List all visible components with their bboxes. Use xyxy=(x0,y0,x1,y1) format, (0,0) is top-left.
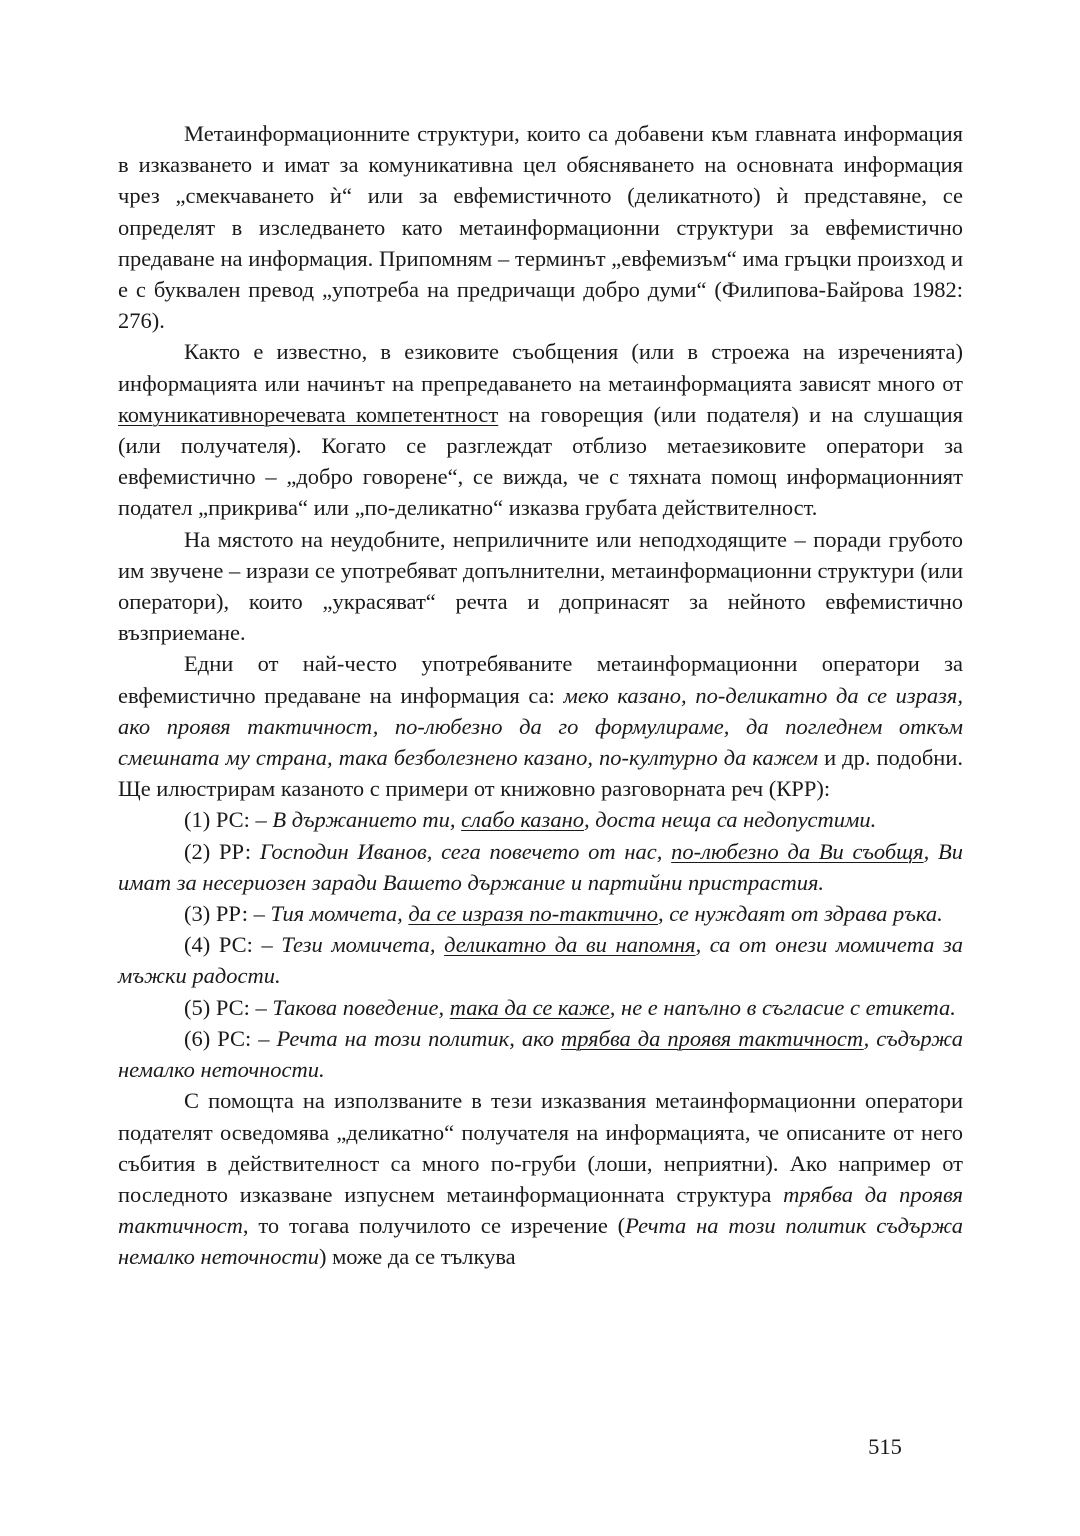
example-text: – Речта на този политик, ако xyxy=(258,1025,561,1051)
example-text: – В държанието ти, xyxy=(255,807,462,833)
closing-italic-b: Речта на този политик съдържа немалко неточности xyxy=(118,1213,963,1270)
closing-text-a: С помощта на използваните в тези изказвания метаинформационни оператори подателят осведомява „деликатно“ получателя на информацията, че описаните от него събития в действителност са много по-груби (лоши, неприятни). Ако например от последното изказване изпуснем метаинформационната структура xyxy=(118,1088,963,1207)
closing-italic-a: трябва да проявя тактичност xyxy=(118,1181,963,1239)
example-6 xyxy=(118,1023,963,1085)
paragraph-1: Метаинформационните структури, които са добавени към главната информация в изказването и имат за комуникативна цел обясняването на основната информация чрез „смекчаването ѝ“ или за евфемистичното (деликатното) ѝ представяне, се определят в изследването като метаинформационни структури за евфемистично предаване на информация. Припомням – терминът „евфемизъм“ има гръцки произход и е с буквален превод „употреба на предричащи добро думи“ (Филипова-Байрова 1982: 276). xyxy=(118,121,963,334)
operator-list: меко казано, по-деликатно да се изразя, ако проявя тактичност, по-любезно да го формулираме, да погледнем откъм смешната му страна, така безболезнено казано, по-културно да кажем xyxy=(118,682,963,771)
example-operator: трябва да проявя тактичност xyxy=(560,1025,864,1051)
example-label: (3) РР: xyxy=(184,901,254,927)
example-text: , доста неща са недопустими. xyxy=(583,807,877,833)
example-text: , Ви имат за несериозен заради Вашето държание и партийни пристрастия. xyxy=(118,838,963,895)
example-text: Господин Иванов, сега повечето от нас, xyxy=(259,838,672,864)
paragraph-4 xyxy=(118,648,963,804)
example-operator: деликатно да ви напомня xyxy=(444,932,696,958)
paragraph-4-text-a: Едни от най-често употребяваните метаинформационни оператори за евфемистично предаване на информация са: xyxy=(118,651,963,708)
page-number: 515 xyxy=(868,1434,902,1459)
example-text: – Тези момичета, xyxy=(261,932,445,958)
example-4 xyxy=(118,929,963,991)
example-text: – Такова поведение, xyxy=(255,994,450,1020)
example-3 xyxy=(118,898,963,929)
paragraph-4-text-b: и др. подобни. Ще илюстрирам казаното с примери от книжовно разговорната реч (КРР): xyxy=(118,745,963,802)
paragraph-2-text-a: Както е известно, в езиковите съобщения (или в строежа на изреченията) информацията или начинът на препредаването на метаинформацията зависят много от xyxy=(118,339,963,396)
example-text: , се нуждаят от здрава ръка. xyxy=(657,901,943,927)
closing-text-c: ) може да се тълкува xyxy=(318,1244,516,1270)
paragraph-2 xyxy=(118,336,963,523)
example-label: (1) РС: xyxy=(184,807,256,833)
example-5 xyxy=(118,992,963,1023)
example-label: (4) РС: xyxy=(184,932,262,958)
example-label: (2) РР: xyxy=(184,838,260,864)
example-text: , съдържа немалко неточности. xyxy=(118,1025,963,1083)
example-operator: слабо казано xyxy=(461,807,584,833)
paragraph-3: На мястото на неудобните, неприличните или неподходящите – поради грубото им звучене – изрази се употребяват допълнителни, метаинформационни структури (или оператори), които „украсяват“ речта и допринасят за нейното евфемистично възприемане. xyxy=(118,526,963,646)
example-2 xyxy=(118,836,963,898)
example-operator: така да се каже xyxy=(449,994,610,1020)
example-1 xyxy=(118,804,963,835)
example-text: – Тия момчета, xyxy=(253,901,409,927)
paragraph-2-text-b: на говорещия (или подателя) и на слушащия (или получателя). Когато се разглеждат отблизо метаезиковите оператори за евфемистично – „добро говорене“, се вижда, че с тяхната помощ информационният подател „прикрива“ или „по-деликатно“ изказва грубата действителност. xyxy=(118,401,963,521)
page-body xyxy=(118,118,963,1273)
underlined-term: комуникативноречевата компетентност xyxy=(118,401,499,427)
example-operator: да се изразя по-тактично xyxy=(408,901,658,927)
example-label: (6) РС: xyxy=(184,1025,259,1051)
example-label: (5) РС: xyxy=(184,994,256,1020)
closing-paragraph xyxy=(118,1085,963,1272)
closing-text-b: , то тогава получилото се изречение ( xyxy=(242,1213,626,1239)
example-operator: по-любезно да Ви съобщя xyxy=(671,838,924,864)
example-text: , не е напълно в съгласие с етикета. xyxy=(609,994,956,1020)
example-text: , са от онези момичета за мъжки радости. xyxy=(118,932,963,989)
